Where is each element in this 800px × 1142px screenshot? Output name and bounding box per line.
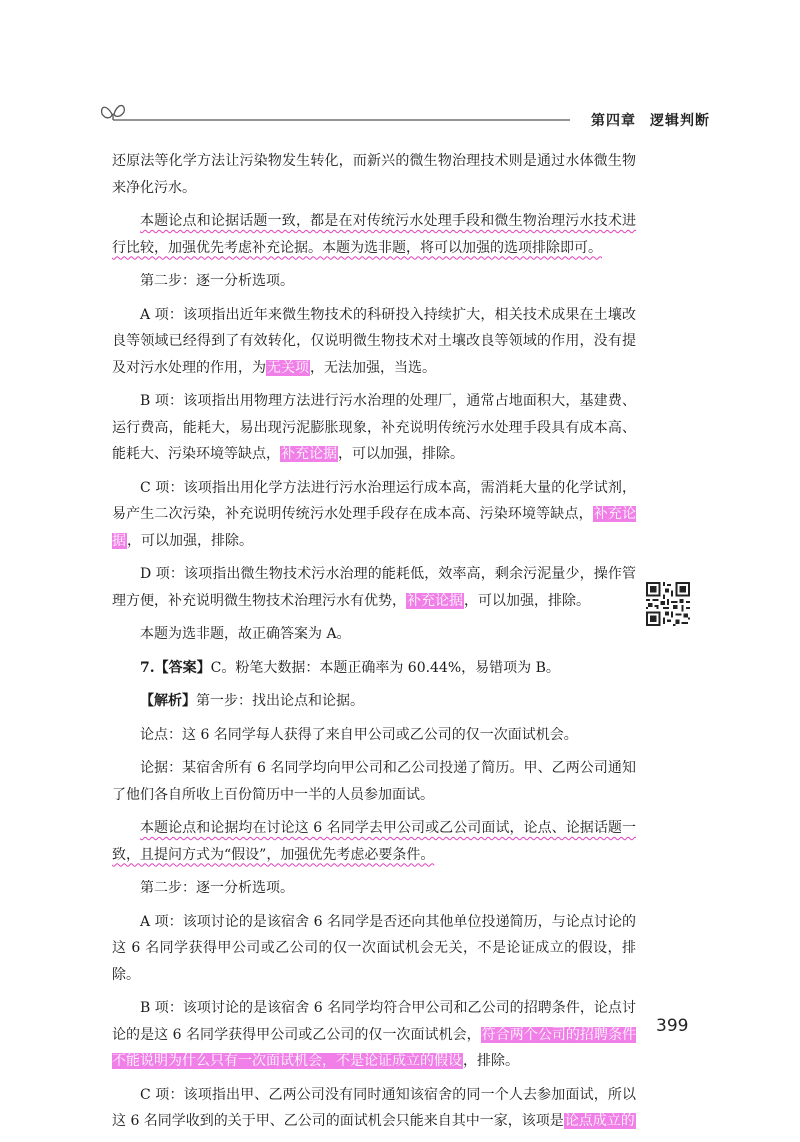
bold-label: 【解析】 <box>140 693 196 709</box>
text-run: ，可以加强，排除。 <box>338 446 464 462</box>
paragraph <box>112 815 636 868</box>
text-run: ，可以加强，排除。 <box>464 592 590 609</box>
highlighted-text: 无关项 <box>267 359 309 376</box>
paragraph <box>112 475 636 555</box>
paragraph <box>112 208 636 261</box>
section-title: 逻辑判断 <box>650 113 710 129</box>
text-run: A 项：该项指出近年来微生物技术的科研投入持续扩大，相关技术成果在土壤改良等领域已经得到了有效转化，仅说明微生物技术对土壤改良等领域的作用，没有提及对污水处理的作用，为 <box>112 306 636 376</box>
paragraph <box>112 148 636 201</box>
text-run: ，排除。 <box>463 1053 519 1069</box>
paragraph <box>112 1082 636 1135</box>
bold-label: 7.【答案】 <box>140 659 211 676</box>
highlighted-text: 补充论据 <box>281 446 337 462</box>
paragraph <box>112 302 636 382</box>
text-run: ，无法加强，当选。 <box>310 359 436 376</box>
paragraph <box>112 875 636 902</box>
text-run: B 项：该项讨论的是该宿舍 6 名同学均符合甲公司和乙公司的招聘条件，论点讨论的是这 6 名同学获得甲公司或乙公司的仅一次面试机会， <box>112 1000 636 1043</box>
highlighted-text: 补充论据 <box>407 592 463 609</box>
text-run: 论点：这 6 名同学每人获得了来自甲公司或乙公司的仅一次面试机会。 <box>140 726 578 743</box>
text-run: B 项：该项指出用物理方法进行污水治理的处理厂，通常占地面积大，基建费、运行费高，能耗大，易出现污泥膨胀现象，补充说明传统污水处理手段具有成本高、能耗大、污染环境等缺点， <box>112 393 636 462</box>
text-run: ，可以加强，排除。 <box>127 532 253 549</box>
text-run: 第一步：找出论点和论据。 <box>196 693 364 709</box>
paragraph <box>112 995 636 1075</box>
text-run: D 项：该项指出微生物技术污水治理的能耗低，效率高，剩余污泥量少，操作管理方便，补充说明微生物技术治理污水有优势， <box>112 566 636 609</box>
paragraph <box>112 655 636 682</box>
page-number: 399 <box>656 1016 689 1036</box>
paragraph <box>112 755 636 808</box>
text-run: 第二步：逐一分析选项。 <box>140 273 294 289</box>
paragraph <box>112 268 636 295</box>
paragraph <box>112 561 636 614</box>
paragraph <box>112 909 636 989</box>
qr-code-icon[interactable] <box>646 582 690 626</box>
text-run: 本题为选非题，故正确答案为 A。 <box>140 626 351 642</box>
page-body <box>112 148 636 1142</box>
text-run: 还原法等化学方法让污染物发生转化，而新兴的微生物治理技术则是通过水体微生物来净化污水。 <box>112 153 636 196</box>
paragraph <box>112 722 636 749</box>
chapter-title <box>591 110 710 130</box>
text-run: 第二步：逐一分析选项。 <box>140 880 294 896</box>
text-run: A 项：该项讨论的是该宿舍 6 名同学是否还向其他单位投递简历，与论点讨论的这 6 名同学获得甲公司或乙公司的仅一次面试机会无关，不是论证成立的假设，排除。 <box>112 913 636 983</box>
text-run: 论据：某宿舍所有 6 名同学均向甲公司和乙公司投递了简历。甲、乙两公司通知了他们各自所收上百份简历中一半的人员参加面试。 <box>112 760 636 803</box>
highlighted-text: 论点成立的 <box>564 1113 635 1129</box>
text-run: C。粉笔大数据：本题正确率为 60.44%，易错项为 B。 <box>210 659 560 676</box>
highlighted-text: 补充论据 <box>112 506 637 549</box>
highlighted-text: 符合两个公司的招聘条件不能说明为什么只有一次面试机会，不是论证成立的假设 <box>112 1026 637 1069</box>
paragraph <box>112 388 636 468</box>
paragraph <box>112 621 636 648</box>
chapter-number: 第四章 <box>591 113 636 129</box>
text-run: C 项：该项指出甲、乙两公司没有同时通知该宿舍的同一个人去参加面试，所以这 6 名同学收到的关于甲、乙公司的面试机会只能来自其中一家，该项是 <box>112 1086 636 1129</box>
underlined-text: 本题论点和论据均在讨论这 6 名同学去甲公司或乙公司面试，论点、论据话题一致，且提问方式为“假设”，加强优先考虑必要条件。 <box>112 820 636 863</box>
underlined-text: 本题论点和论据话题一致，都是在对传统污水处理手段和微生物治理污水技术进行比较，加强优先考虑补充论据。本题为选非题，将可以加强的选项排除即可。 <box>112 213 636 256</box>
text-run: C 项：该项指出用化学方法进行污水治理运行成本高，需消耗大量的化学试剂，易产生二次污染，补充说明传统污水处理手段存在成本高、污染环境等缺点， <box>112 479 636 522</box>
paragraph <box>112 688 636 715</box>
